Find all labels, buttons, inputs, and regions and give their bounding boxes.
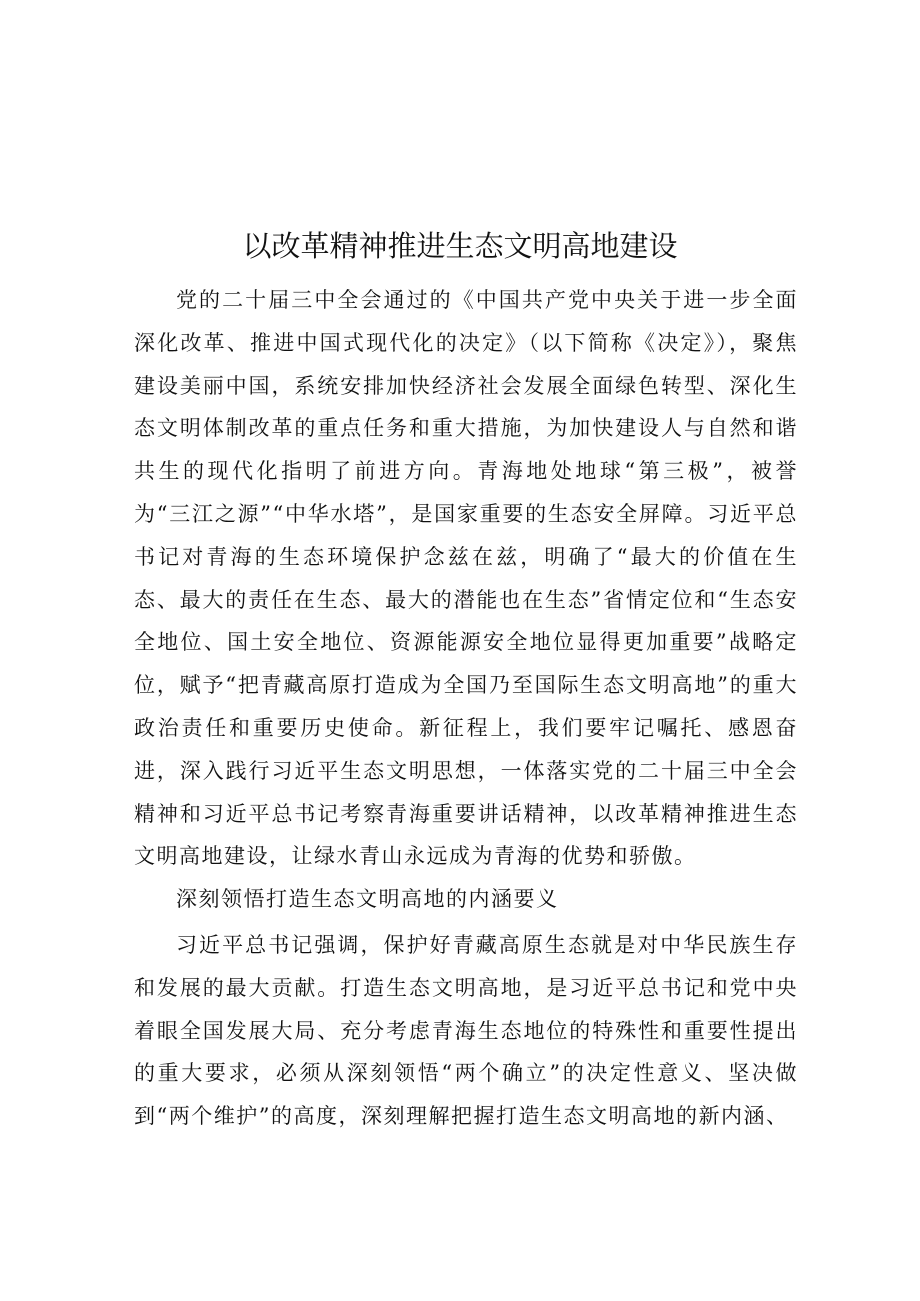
body-paragraph: 习近平总书记强调，保护好青藏高原生态就是对中华民族生存和发展的最大贡献。打造生态文明高地，是习近平总书记和党中央着眼全国发展大局、充分考虑青海生态地位的特殊性和重要性提出的重大要求，必须从深刻领悟“两个确立”的决定性意义、坚决做到“两个维护”的高度，深刻理解把握打造生态文明高地的新内涵、 — [134, 933, 798, 1129]
section-heading: 深刻领悟打造生态文明高地的内涵要义 — [176, 887, 559, 911]
document-title: 以改革精神推进生态文明高地建设 — [242, 229, 678, 263]
body-paragraph: 党的二十届三中全会通过的《中国共产党中央关于进一步全面深化改革、推进中国式现代化的决定》（以下简称《决定》），聚焦建设美丽中国，系统安排加快经济社会发展全面绿色转型、深化生态文明体制改革的重点任务和重大措施，为加快建设人与自然和谐共生的现代化指明了前进方向。青海地处地球“第三极”，被誉为“三江之源”“中华水塔”，是国家重要的生态安全屏障。习近平总书记对青海的生态环境保护念兹在兹，明确了“最大的价值在生态、最大的责任在生态、最大的潜能也在生态”省情定位和“生态安全地位、国土安全地位、资源能源安全地位显得更加重要”战略定位，赋予“把青藏高原打造成为全国乃至国际生态文明高地”的重大政治责任和重要历史使命。新征程上，我们要牢记嘱托、感恩奋进，深入践行习近平生态文明思想，一体落实党的二十届三中全会精神和习近平总书记考察青海重要讲话精神，以改革精神推进生态文明高地建设，让绿水青山永远成为青海的优势和骄傲。 — [134, 288, 798, 869]
